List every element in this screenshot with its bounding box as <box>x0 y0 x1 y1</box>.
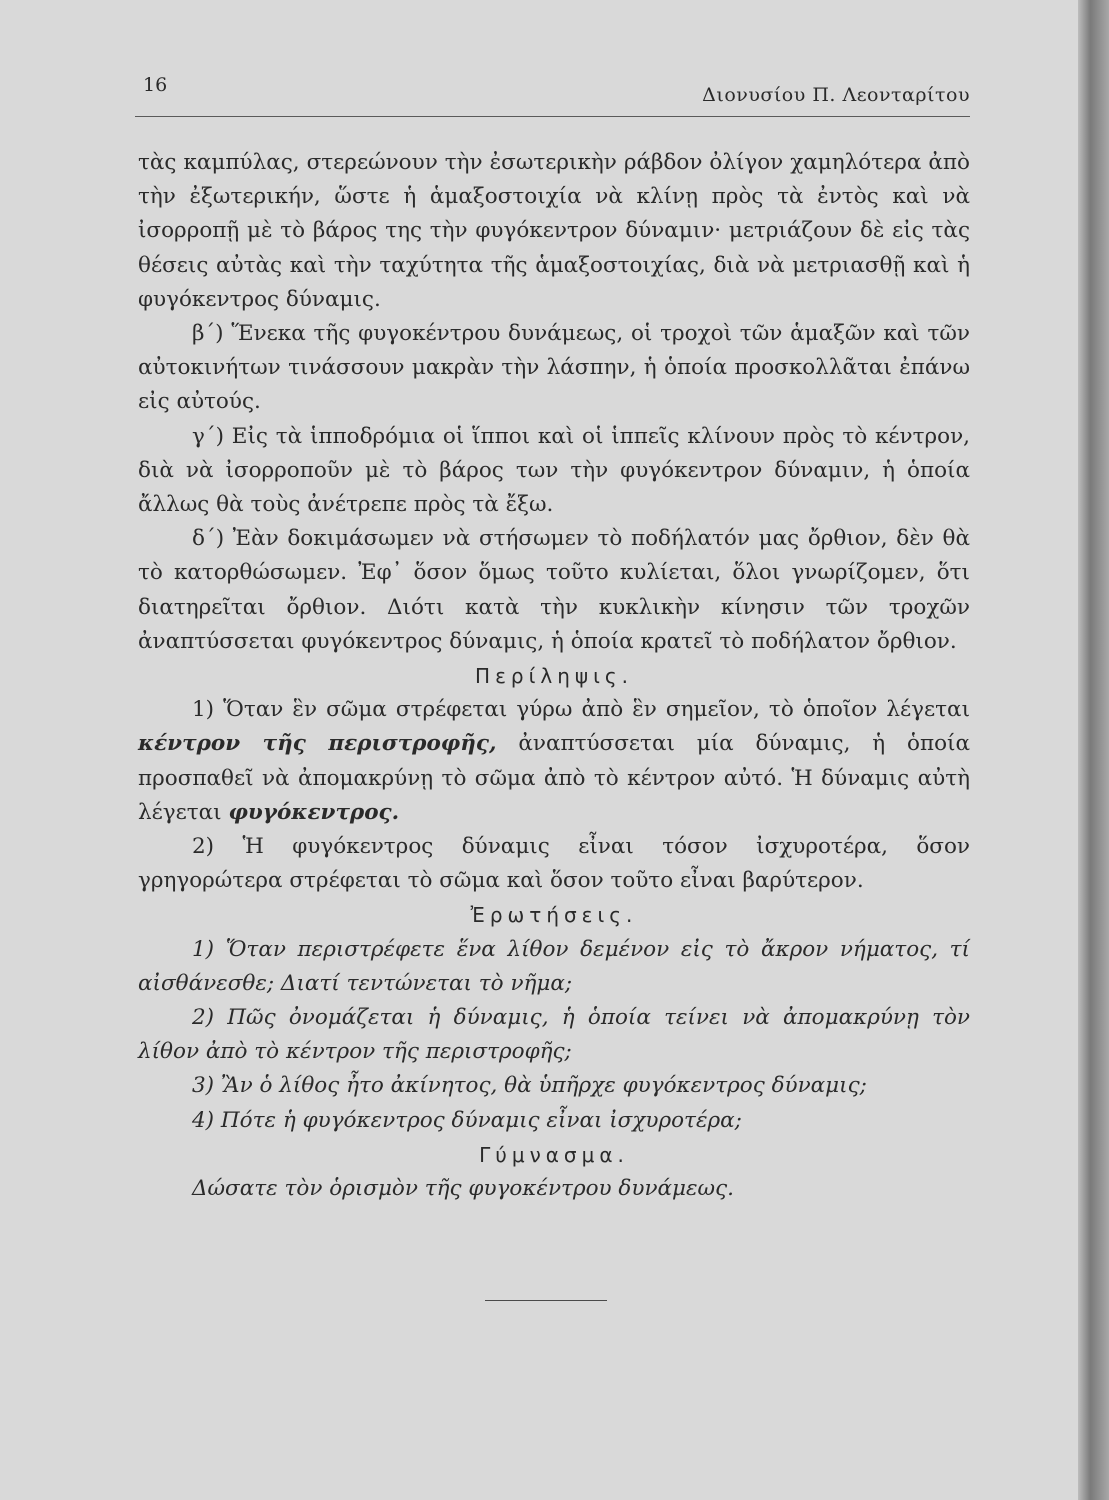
exercise-heading: Γύμνασμα. <box>479 1142 629 1167</box>
term-center-of-rotation: κέντρον τῆς περιστροφῆς, <box>138 731 497 757</box>
summary-item-2: 2) Ἡ φυγόκεντρος δύναμις εἶναι τόσον ἰσχυροτέρα, ὅσον γρηγορώτερα στρέφεται τὸ σῶμα καὶ ὅσον τοῦτο εἶναι βαρύτερον. <box>138 834 970 894</box>
paragraph-1: τὰς καμπύλας, στερεώνουν τὴν ἐσωτερικὴν ράβδον ὀλίγον χαμηλότερα ἀπὸ τὴν ἐξωτερικήν, ὥστε ἡ ἁμαξοστοιχία νὰ κλίνῃ πρὸς τὰ ἐντὸς καὶ νὰ ἰσορροπῇ μὲ τὸ βάρος της τὴν φυγόκεντρον δύναμιν· μετριάζουν δὲ εἰς τὰς θέσεις αὐτὰς καὶ τὴν ταχύτητα τῆς ἁμαξοστοιχίας, διὰ νὰ μετριασθῇ καὶ ἡ φυγόκεντρος δύναμις. <box>138 150 970 312</box>
running-head: Διονυσίου Π. Λεονταρίτου <box>702 84 970 106</box>
question-2: 2) Πῶς ὀνομάζεται ἡ δύναμις, ἡ ὁποία τείνει νὰ ἀπομακρύνῃ τὸν λίθον ἀπὸ τὸ κέντρον τῆς περιστροφῆς; <box>138 1005 970 1065</box>
paragraph-3: γ΄) Εἰς τὰ ἱπποδρόμια οἱ ἵπποι καὶ οἱ ἱππεῖς κλίνουν πρὸς τὸ κέντρον, διὰ νὰ ἰσορροποῦν μὲ τὸ βάρος των τὴν φυγόκεντρον δύναμιν, ἡ ὁποία ἄλλως θὰ τοὺς ἀνέτρεπε πρὸς τὰ ἔξω. <box>138 423 970 518</box>
question-4: 4) Πότε ἡ φυγόκεντρος δύναμις εἶναι ἰσχυροτέρα; <box>192 1107 742 1133</box>
summary-item-1-text-b: ἀναπτύσσεται μία δύναμις, ἡ ὁποία προσπαθεῖ νὰ ἀπομακρύνῃ τὸ σῶμα ἀπὸ τὸ κέντρον αὐτό. Ἡ δύναμις αὐτὴ λέγεται <box>138 731 970 825</box>
header-rule <box>135 116 970 117</box>
exercise-text: Δώσατε τὸν ὁρισμὸν τῆς φυγοκέντρου δυνάμεως. <box>192 1176 734 1202</box>
summary-item-1-text-a: 1) Ὅταν ἓν σῶμα στρέφεται γύρω ἀπὸ ἓν σημεῖον, τὸ ὁποῖον λέγεται <box>192 697 970 723</box>
question-1: 1) Ὅταν περιστρέφετε ἕνα λίθον δεμένον εἰς τὸ ἄκρον νήματος, τί αἰσθάνεσθε; Διατί τεντώνεται τὸ νῆμα; <box>138 936 970 996</box>
summary-item-1 <box>138 693 970 830</box>
summary-heading: Περίληψις. <box>475 664 633 689</box>
body-text <box>138 146 970 1206</box>
question-3: 3) Ἂν ὁ λίθος ἦτο ἀκίνητος, θὰ ὑπῆρχε φυγόκεντρος δύναμις; <box>192 1073 867 1099</box>
page-header <box>135 70 970 118</box>
paragraph-4: δ΄) Ἐὰν δοκιμάσωμεν νὰ στήσωμεν τὸ ποδήλατόν μας ὄρθιον, δὲν θὰ τὸ κατορθώσωμεν. Ἐφ᾿ ὅσον ὅμως τοῦτο κυλίεται, ὅλοι γνωρίζομεν, ὅτι διατηρεῖται ὄρθιον. Διότι κατὰ τὴν κυκλικὴν κίνησιν τῶν τροχῶν ἀναπτύσσεται φυγόκεντρος δύναμις, ἡ ὁποία κρατεῖ τὸ ποδήλατον ὄρθιον. <box>138 526 970 654</box>
page-edge-shadow <box>1078 0 1109 1500</box>
page-number: 16 <box>143 74 168 96</box>
questions-heading: Ἐρωτήσεις. <box>470 903 638 928</box>
paragraph-2: β΄) Ἕνεκα τῆς φυγοκέντρου δυνάμεως, οἱ τροχοὶ τῶν ἁμαξῶν καὶ τῶν αὐτοκινήτων τινάσσουν μακρὰν τὴν λάσπην, ἡ ὁποία προσκολλᾶται ἐπάνω εἰς αὐτούς. <box>138 321 970 415</box>
term-centrifugal: φυγόκεντρος. <box>228 799 400 825</box>
end-rule <box>485 1300 607 1301</box>
